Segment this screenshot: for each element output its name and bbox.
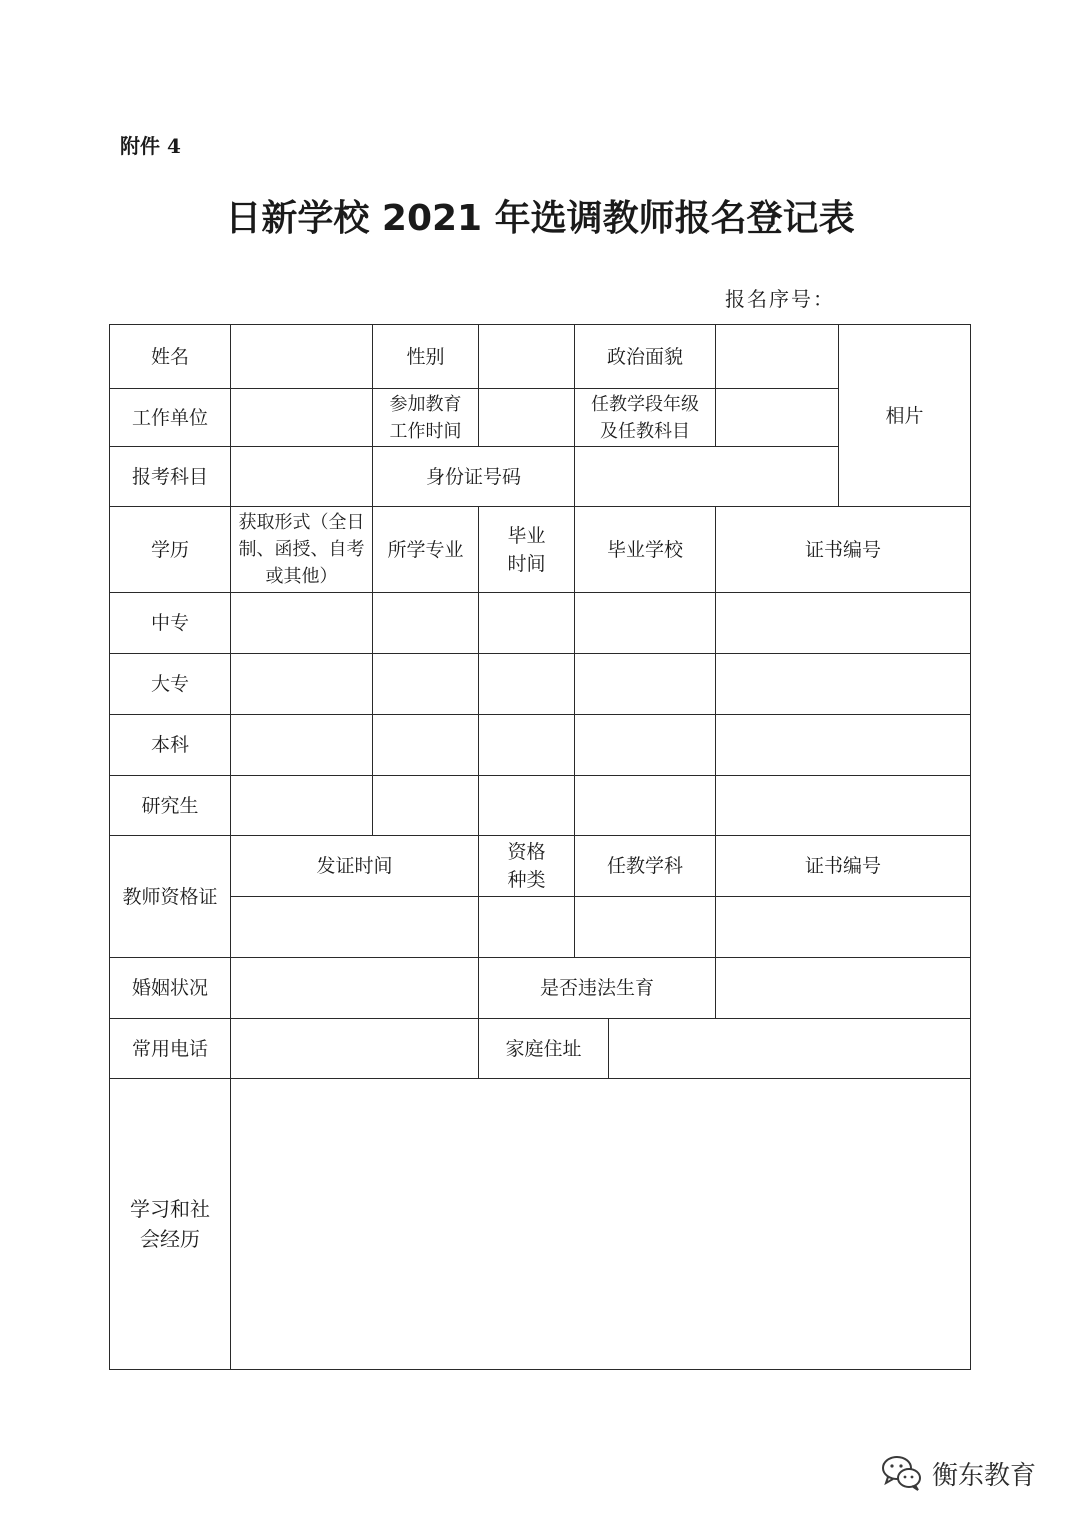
label-teach-subject-text: 任教学科 (606, 855, 683, 877)
label-grad-school-text: 毕业学校 (606, 538, 683, 561)
label-level-zhongzhuan (109, 592, 231, 654)
label-phone (109, 1018, 231, 1079)
input-cell[interactable] (230, 653, 373, 715)
label-qual-type-line1: 资格 (507, 841, 546, 863)
input-cell[interactable] (372, 714, 479, 776)
label-history-line2: 会经历 (140, 1227, 200, 1251)
input-edu-start[interactable] (478, 388, 575, 447)
label-teacher-cert (109, 835, 231, 958)
label-id-number-text: 身份证号码 (425, 465, 521, 488)
label-exam-subject (109, 446, 231, 507)
label-edu-start (372, 388, 479, 447)
input-teach-level[interactable] (715, 388, 839, 447)
label-teacher-cert-text: 教师资格证 (122, 885, 218, 908)
watermark (880, 1453, 1036, 1493)
label-illegal-birth-text: 是否违法生育 (539, 977, 654, 999)
form-title: 日新学校 2021 年选调教师报名登记表 (225, 198, 855, 239)
label-name-text: 姓名 (150, 345, 189, 368)
label-gender (372, 324, 479, 389)
label-id-number (372, 446, 575, 507)
input-cell[interactable] (372, 653, 479, 715)
label-work-unit-text: 工作单位 (131, 406, 208, 429)
label-grad-school (574, 506, 716, 593)
input-cell[interactable] (574, 653, 716, 715)
level-text: 研究生 (141, 794, 199, 817)
input-cell[interactable] (230, 592, 373, 654)
label-major (372, 506, 479, 593)
input-issue-time[interactable] (230, 896, 479, 958)
label-political (574, 324, 716, 389)
input-id-number[interactable] (574, 446, 839, 507)
label-education-text: 学历 (150, 538, 189, 561)
label-form-type (230, 506, 373, 593)
label-gender-text: 性别 (406, 345, 445, 368)
label-address (478, 1018, 609, 1079)
label-illegal-birth (478, 957, 716, 1019)
level-text: 大专 (150, 673, 189, 695)
label-qual-type-line2: 种类 (507, 869, 546, 891)
attachment-label: 附件 4 (120, 134, 181, 158)
label-grad-time (478, 506, 575, 593)
input-address[interactable] (608, 1018, 971, 1079)
input-name[interactable] (230, 324, 373, 389)
label-history-line1: 学习和社 (130, 1197, 210, 1221)
label-name (109, 324, 231, 389)
input-cell[interactable] (478, 714, 575, 776)
input-cell[interactable] (230, 714, 373, 776)
label-grad-time-line1: 毕业 (507, 524, 546, 547)
input-cell[interactable] (478, 653, 575, 715)
serial-number-label: 报名序号： (725, 287, 835, 311)
label-political-text: 政治面貌 (606, 345, 683, 368)
label-work-unit (109, 388, 231, 447)
label-level-benke (109, 714, 231, 776)
label-level-yanjiusheng (109, 775, 231, 836)
label-marital-text: 婚姻状况 (131, 977, 208, 999)
input-exam-subject[interactable] (230, 446, 373, 507)
photo-box[interactable] (838, 324, 971, 507)
label-cert-no-text: 证书编号 (804, 538, 881, 561)
input-cell[interactable] (372, 592, 479, 654)
input-marital[interactable] (230, 957, 479, 1019)
input-qual-type[interactable] (478, 896, 575, 958)
level-text: 中专 (150, 612, 189, 634)
wechat-icon (880, 1453, 924, 1493)
input-cell[interactable] (574, 775, 716, 836)
photo-label: 相片 (885, 404, 924, 427)
input-gender[interactable] (478, 324, 575, 389)
input-political[interactable] (715, 324, 839, 389)
input-illegal-birth[interactable] (715, 957, 971, 1019)
input-cert-no-2[interactable] (715, 896, 971, 958)
label-form-type-line1: 获取形式（全日 (238, 512, 365, 533)
input-cell[interactable] (478, 775, 575, 836)
input-cell[interactable] (478, 592, 575, 654)
label-address-text: 家庭住址 (505, 1037, 582, 1060)
label-level-dazhuan (109, 653, 231, 715)
label-exam-subject-text: 报考科目 (131, 465, 208, 488)
input-history[interactable] (230, 1078, 971, 1370)
label-edu-start-line1: 参加教育 (389, 393, 462, 415)
input-work-unit[interactable] (230, 388, 373, 447)
input-cell[interactable] (715, 592, 971, 654)
label-teach-subject (574, 835, 716, 897)
watermark-text: 衡东教育 (932, 1460, 1037, 1491)
label-edu-start-line2: 工作时间 (389, 420, 462, 442)
label-issue-time-text: 发证时间 (316, 855, 393, 877)
input-cell[interactable] (715, 714, 971, 776)
label-teach-level (574, 388, 716, 447)
label-marital (109, 957, 231, 1019)
level-text: 本科 (150, 734, 189, 756)
input-teach-subject[interactable] (574, 896, 716, 958)
label-qual-type (478, 835, 575, 897)
input-cell[interactable] (230, 775, 373, 836)
label-major-text: 所学专业 (387, 538, 464, 561)
label-education (109, 506, 231, 593)
label-cert-no-2 (715, 835, 971, 897)
label-teach-level-line2: 及任教科目 (600, 420, 690, 442)
label-form-type-line3: 或其他） (265, 566, 338, 587)
label-cert-no (715, 506, 971, 593)
input-phone[interactable] (230, 1018, 479, 1079)
label-teach-level-line1: 任教学段年级 (591, 393, 699, 415)
label-grad-time-line2: 时间 (507, 552, 546, 575)
input-cell[interactable] (715, 775, 971, 836)
label-phone-text: 常用电话 (131, 1037, 208, 1060)
label-history (109, 1078, 231, 1370)
input-cell[interactable] (715, 653, 971, 715)
input-cell[interactable] (574, 592, 716, 654)
input-cell[interactable] (574, 714, 716, 776)
input-cell[interactable] (372, 775, 479, 836)
label-issue-time (230, 835, 479, 897)
label-form-type-line2: 制、函授、自考 (238, 539, 365, 560)
label-cert-no-2-text: 证书编号 (804, 855, 881, 877)
